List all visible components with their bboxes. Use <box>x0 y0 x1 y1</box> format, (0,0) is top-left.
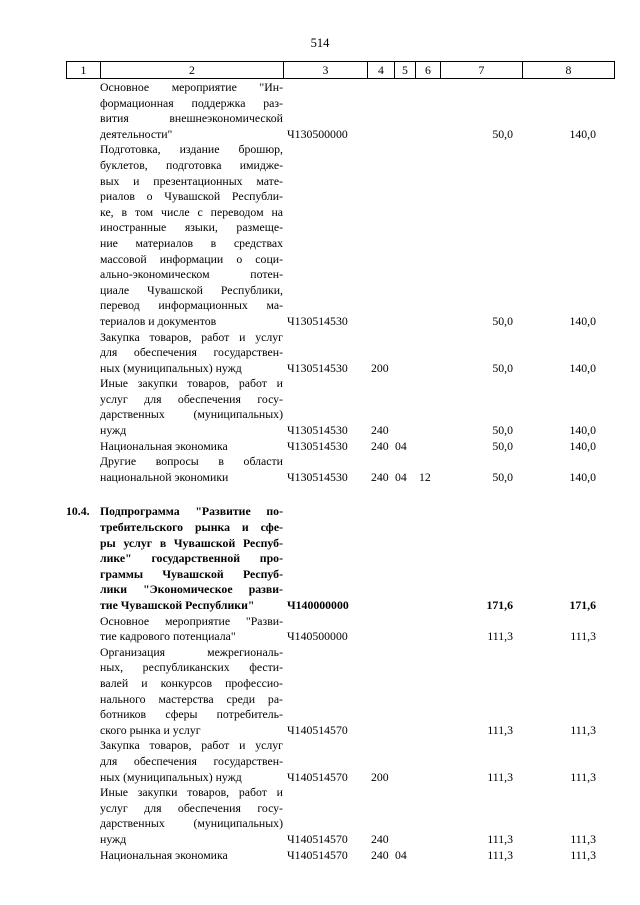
row-name <box>100 376 283 438</box>
row-name-line: ние материалов в средствах <box>100 235 283 250</box>
section-code: 04 <box>395 847 407 862</box>
row-name-line: услуг для обеспечения госу- <box>100 800 283 815</box>
expense-type-code: 240 <box>371 438 389 453</box>
table-row <box>66 454 614 485</box>
section-code <box>394 376 415 438</box>
column-header-8: 8 <box>523 62 615 79</box>
row-name-line: ных, республиканских фести- <box>100 660 283 675</box>
amount-col7: 50,0 <box>492 438 513 453</box>
row-name-line: Основное мероприятие "Ин- <box>100 80 283 94</box>
row-name-line: вых и презентационных мате- <box>100 173 283 188</box>
row-name-line: тие Чувашской Республики" <box>100 598 255 612</box>
table-row <box>66 80 614 142</box>
table-row <box>66 504 614 613</box>
row-name-line: национальной экономики <box>100 469 229 484</box>
row-name-line: циале Чувашской Республики, <box>100 282 283 297</box>
row-name-line: тие кадрового потенциала" <box>100 629 236 644</box>
row-name-line: Закупка товаров, работ и услуг <box>100 329 283 344</box>
column-header-table <box>66 61 615 79</box>
table-row <box>66 738 614 785</box>
section-code <box>394 504 415 613</box>
target-article-code: Ч140514570 <box>287 847 348 862</box>
table-row <box>66 848 614 864</box>
amount-col8: 140,0 <box>569 469 596 484</box>
subsection-code <box>415 614 440 645</box>
expense-type-code <box>367 80 394 142</box>
row-name-line: Подпрограмма "Развитие по- <box>100 504 283 519</box>
row-number <box>66 848 100 864</box>
target-article-code: Ч130514530 <box>287 438 348 453</box>
amount-col7: 50,0 <box>492 126 513 141</box>
table-row <box>66 330 614 377</box>
amount-col7: 111,3 <box>487 769 513 784</box>
amount-col8: 111,3 <box>570 831 596 846</box>
row-name-line: иностранные языки, размеще- <box>100 220 283 235</box>
subsection-code: 12 <box>419 469 431 484</box>
row-name-line: валей и конкурсов профессио- <box>100 675 283 690</box>
row-name <box>100 848 283 864</box>
row-spacer <box>66 485 614 504</box>
table-row <box>66 376 614 438</box>
table-row <box>66 142 614 329</box>
row-name-line: формационная поддержка раз- <box>100 95 283 110</box>
amount-col8: 140,0 <box>569 313 596 328</box>
subsection-code <box>415 504 440 613</box>
amount-col8: 111,3 <box>570 629 596 644</box>
expense-type-code <box>367 645 394 739</box>
row-number <box>66 785 100 847</box>
section-code <box>394 785 415 847</box>
row-name <box>100 330 283 377</box>
row-number <box>66 738 100 785</box>
section-code <box>394 738 415 785</box>
table-row <box>66 645 614 739</box>
row-name-line: Подготовка, издание брошюр, <box>100 142 283 157</box>
amount-col7: 50,0 <box>492 469 513 484</box>
expense-type-code: 200 <box>371 769 389 784</box>
row-name-line: услуг для обеспечения госу- <box>100 391 283 406</box>
row-name-line: Иные закупки товаров, работ и <box>100 785 283 800</box>
row-name-line: Иные закупки товаров, работ и <box>100 376 283 391</box>
subsection-code <box>415 645 440 739</box>
row-name-line: для обеспечения государствен- <box>100 753 283 768</box>
expense-type-code <box>367 504 394 613</box>
row-name <box>100 785 283 847</box>
row-name-line: лики "Экономическое разви- <box>100 582 283 597</box>
row-number <box>66 454 100 485</box>
row-name-line: ных (муниципальных) нужд <box>100 360 242 375</box>
row-name-line: ры услуг в Чувашской Респуб- <box>100 535 283 550</box>
expense-type-code: 240 <box>371 469 389 484</box>
amount-col8: 111,3 <box>570 722 596 737</box>
row-name-line: ского рынка и услуг <box>100 722 201 737</box>
target-article-code: Ч130514530 <box>287 423 348 438</box>
column-header-5: 5 <box>395 62 416 79</box>
section-code: 04 <box>395 469 407 484</box>
amount-col7: 171,6 <box>486 598 513 612</box>
column-header-1: 1 <box>67 62 101 79</box>
row-number <box>66 614 100 645</box>
row-number <box>66 80 100 142</box>
section-code <box>394 614 415 645</box>
section-code <box>394 645 415 739</box>
row-name-line: Национальная экономика <box>100 847 228 862</box>
row-name-line: Организация межрегиональ- <box>100 644 283 659</box>
row-name-line: массовой информации о соци- <box>100 251 283 266</box>
row-name <box>100 439 283 455</box>
subsection-code <box>415 785 440 847</box>
amount-col8: 111,3 <box>570 847 596 862</box>
column-header-4: 4 <box>368 62 395 79</box>
row-name-line: ально-экономическом потен- <box>100 267 283 282</box>
amount-col8: 111,3 <box>570 769 596 784</box>
subsection-code <box>415 738 440 785</box>
budget-table <box>66 80 614 863</box>
row-name-line: перевод информационных ма- <box>100 298 283 313</box>
expense-type-code: 240 <box>371 423 389 438</box>
table-row <box>66 614 614 645</box>
row-name <box>100 504 283 613</box>
row-name-line: Закупка товаров, работ и услуг <box>100 738 283 753</box>
subsection-code <box>415 848 440 864</box>
row-name-line: деятельности" <box>100 126 173 141</box>
row-name <box>100 454 283 485</box>
expense-type-code: 240 <box>371 847 389 862</box>
row-number: 10.4. <box>66 504 90 519</box>
column-header-3: 3 <box>284 62 368 79</box>
section-code: 04 <box>395 438 407 453</box>
row-number <box>66 142 100 329</box>
target-article-code: Ч130514530 <box>287 360 348 375</box>
row-name-line: нужд <box>100 423 127 438</box>
section-code <box>394 80 415 142</box>
row-name-line: граммы Чувашской Респуб- <box>100 566 283 581</box>
row-name-line: ных (муниципальных) нужд <box>100 769 242 784</box>
row-name <box>100 80 283 142</box>
amount-col8: 171,6 <box>569 598 596 612</box>
amount-col7: 111,3 <box>487 847 513 862</box>
row-name-line: Основное мероприятие "Разви- <box>100 613 283 628</box>
amount-col7: 111,3 <box>487 629 513 644</box>
column-header-2: 2 <box>101 62 284 79</box>
row-number <box>66 376 100 438</box>
row-name-line: Другие вопросы в области <box>100 454 283 469</box>
amount-col7: 111,3 <box>487 722 513 737</box>
target-article-code: Ч130514530 <box>287 313 348 328</box>
amount-col7: 111,3 <box>487 831 513 846</box>
amount-col7: 50,0 <box>492 423 513 438</box>
row-name-line: териалов и документов <box>100 313 217 328</box>
amount-col8: 140,0 <box>569 438 596 453</box>
target-article-code: Ч140500000 <box>287 629 348 644</box>
column-header-7: 7 <box>441 62 523 79</box>
column-header-6: 6 <box>416 62 441 79</box>
row-name-line: нужд <box>100 831 127 846</box>
subsection-code <box>415 330 440 377</box>
row-number <box>66 439 100 455</box>
section-code <box>394 330 415 377</box>
row-number <box>66 330 100 377</box>
row-name-line: буклетов, подготовка имидже- <box>100 157 283 172</box>
row-name-line: нального мастерства среди ра- <box>100 691 283 706</box>
section-code <box>394 142 415 329</box>
target-article-code: Ч140514570 <box>287 769 348 784</box>
amount-col8: 140,0 <box>569 360 596 375</box>
target-article-code: Ч140000000 <box>287 598 349 612</box>
amount-col8: 140,0 <box>569 126 596 141</box>
row-name <box>100 645 283 739</box>
row-name-line: Национальная экономика <box>100 438 228 453</box>
row-name <box>100 142 283 329</box>
subsection-code <box>415 142 440 329</box>
expense-type-code: 240 <box>371 831 389 846</box>
amount-col8: 140,0 <box>569 423 596 438</box>
target-article-code: Ч140514570 <box>287 722 348 737</box>
subsection-code <box>415 439 440 455</box>
row-name <box>100 614 283 645</box>
subsection-code <box>415 376 440 438</box>
row-name-line: лике" государственной про- <box>100 551 283 566</box>
row-name-line: риалов о Чувашской Республи- <box>100 189 283 204</box>
row-name-line: ке, в том числе с переводом на <box>100 204 283 219</box>
row-name-line: дарственных (муниципальных) <box>100 407 283 422</box>
amount-col7: 50,0 <box>492 313 513 328</box>
amount-col7: 50,0 <box>492 360 513 375</box>
row-name-line: требительского рынка и сфе- <box>100 520 283 535</box>
page-number: 514 <box>310 36 330 50</box>
column-header-row <box>67 62 615 79</box>
row-name-line: вития внешнеэкономической <box>100 111 283 126</box>
row-name <box>100 738 283 785</box>
subsection-code <box>415 80 440 142</box>
target-article-code: Ч130514530 <box>287 469 348 484</box>
expense-type-code <box>367 614 394 645</box>
expense-type-code <box>367 142 394 329</box>
row-number <box>66 645 100 739</box>
table-row <box>66 439 614 455</box>
row-name-line: дарственных (муниципальных) <box>100 816 283 831</box>
target-article-code: Ч130500000 <box>287 126 348 141</box>
target-article-code: Ч140514570 <box>287 831 348 846</box>
row-name-line: ботников сферы потребитель- <box>100 707 283 722</box>
table-row <box>66 785 614 847</box>
row-name-line: для обеспечения государствен- <box>100 345 283 360</box>
expense-type-code: 200 <box>371 360 389 375</box>
